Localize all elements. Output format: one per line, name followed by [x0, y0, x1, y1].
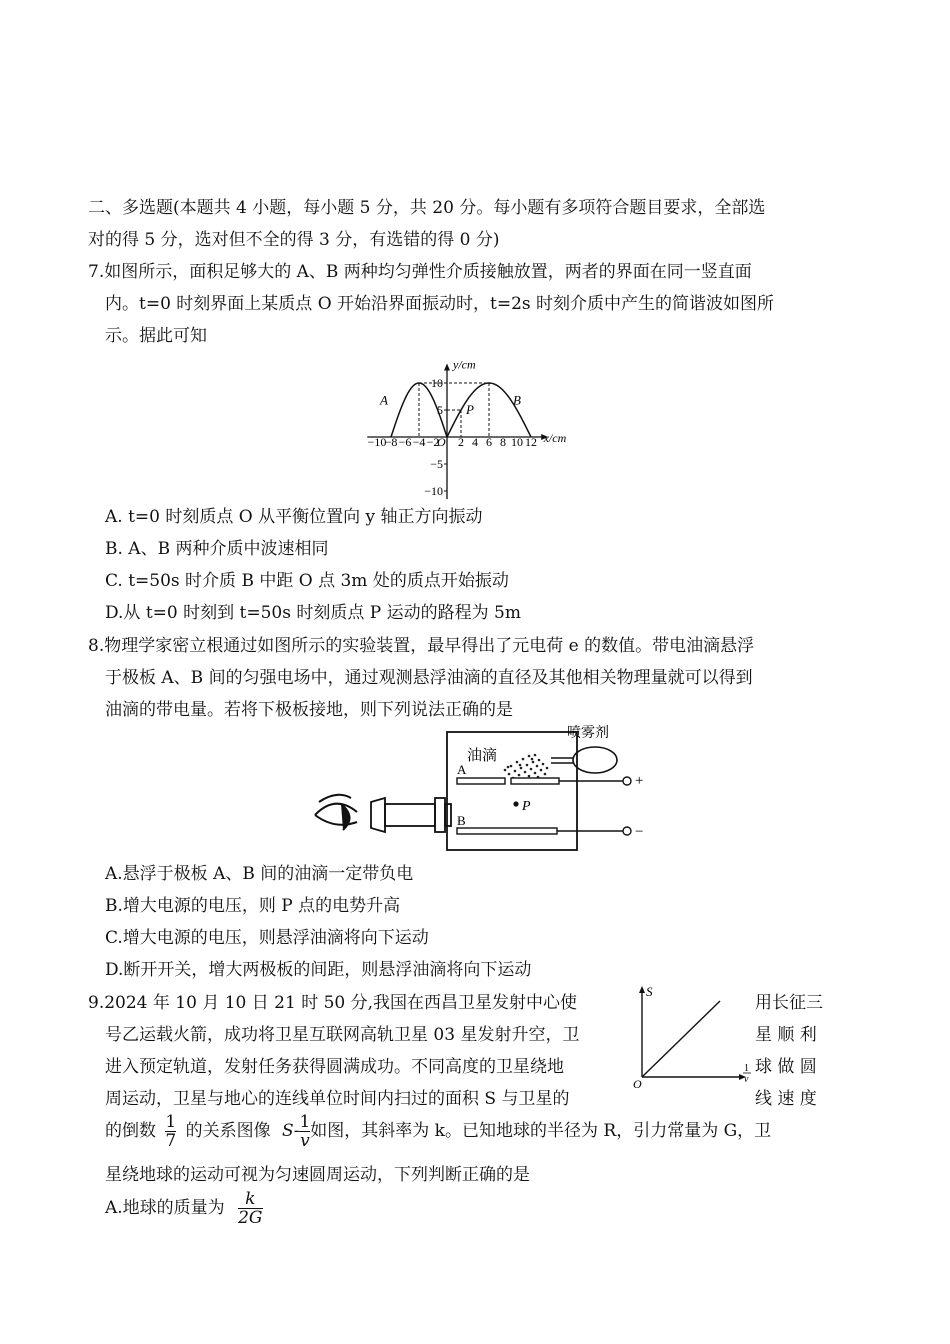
y-axis-arrow: [444, 364, 450, 371]
q8-option-d: D.断开开关，增大两极板的间距，则悬浮油滴将向下运动: [105, 960, 532, 980]
x-tick-label: 4: [472, 435, 478, 449]
annotation-P: P: [466, 402, 474, 417]
q9-option-a-text: A.地球的质量为: [105, 1198, 225, 1218]
plate-a-right: [511, 778, 559, 784]
q9-line-1-left: 9.2024 年 10 月 10 日 21 时 50 分,我国在西昌卫星发射中心使: [88, 993, 578, 1013]
eye-icon: [315, 795, 357, 830]
q9-dash: -: [293, 1121, 300, 1141]
point-p-label: P: [522, 799, 531, 814]
q9-line-6: 星绕地球的运动可视为匀速圆周运动，下列判断正确的是: [105, 1165, 530, 1185]
q9-option-a: [105, 1188, 263, 1228]
q9-inv-v-den: v: [300, 1131, 310, 1151]
x-tick-label: 12: [525, 435, 537, 449]
x-tick-label: O: [437, 435, 446, 449]
x-axis-label: x/cm: [543, 431, 567, 445]
sprayer-icon: [551, 747, 617, 773]
plate-a-label: A: [457, 762, 467, 777]
s-axis-label: S: [646, 984, 653, 999]
annotation-B: B: [513, 392, 521, 408]
plate-b: [457, 828, 557, 834]
q9-line-5: [105, 1113, 771, 1149]
q7-stem-line-1: 7.如图所示，面积足够大的 A、B 两种均匀弹性介质接触放置，两者的界面在同一竖直面: [88, 262, 752, 282]
q7-option-a: A. t=0 时刻质点 O 从平衡位置向 y 轴正方向振动: [105, 507, 483, 527]
x-tick-label: 10: [511, 435, 523, 449]
y-tick-label: 5: [437, 403, 443, 417]
q9-line-2-right: 星 顺 利: [755, 1025, 817, 1045]
q9-option-a-fraction: [238, 1190, 262, 1227]
q8-stem-line-2: 于极板 A、B 间的匀强电场中，通过观测悬浮油滴的直径及其他相关物理量就可以得到: [105, 668, 753, 688]
x-tick-label: −8: [384, 435, 398, 449]
q9-line-5-post: 如图，其斜率为 k。已知地球的半径为 R，引力常量为 G，卫: [310, 1121, 772, 1141]
millikan-apparatus-figure: [305, 722, 675, 857]
q7-option-c: C. t=50s 时介质 B 中距 O 点 3m 处的质点开始振动: [105, 571, 509, 591]
x-tick-label: −6: [398, 435, 412, 449]
negative-terminal: [623, 827, 631, 835]
y-tick-label: 10: [431, 376, 443, 390]
point-p-dot: [513, 801, 518, 806]
q9-s-symbol: S: [282, 1121, 294, 1141]
q8-option-c: C.增大电源的电压，则悬浮油滴将向下运动: [105, 928, 429, 948]
plate-a: [457, 778, 505, 784]
q9-line-1-right: 用长征三: [755, 993, 823, 1013]
q9-fraction-den: 7: [165, 1131, 177, 1151]
q9-fraction-num: 1: [165, 1112, 177, 1132]
q9-line-3-right: 球 做 圆: [755, 1057, 817, 1077]
q9-line-5-mid: 的关系图像: [185, 1121, 271, 1141]
x-tick-label: 6: [486, 435, 492, 449]
y-tick-label: −5: [430, 457, 443, 471]
x-tick-label: −10: [367, 435, 387, 449]
x-tick-label: 8: [500, 435, 506, 449]
x-tick-label: −4: [412, 435, 426, 449]
wave-chart: [325, 345, 635, 498]
q9-option-a-num: k: [245, 1189, 256, 1209]
microscope-icon: [371, 798, 451, 832]
q9-inverse-fraction: [165, 1113, 176, 1150]
q9-option-a-den: 2G: [238, 1208, 263, 1228]
q9-line-4-right: 线 速 度: [755, 1089, 817, 1109]
q9-line-3-left: 进入预定轨道，发射任务获得圆满成功。不同高度的卫星绕地: [105, 1057, 564, 1077]
graph-origin-label: O: [633, 1077, 642, 1091]
q9-inv-v-num: 1: [299, 1112, 311, 1132]
q8-stem-line-1: 8.物理学家密立根通过如图所示的实验装置，最早得出了元电荷 e 的数值。带电油滴悬浮: [88, 636, 755, 656]
q9-inv-v-fraction: [299, 1113, 310, 1150]
section-title-line-1: 二、多选题(本题共 4 小题，每小题 5 分，共 20 分。每小题有多项符合题目要求，全部选: [88, 198, 766, 218]
q9-line-4-left: 周运动，卫星与地心的连线单位时间内扫过的面积 S 与卫星的: [105, 1089, 570, 1109]
q7-stem-line-2: 内。t=0 时刻界面上某质点 O 开始沿界面振动时，t=2s 时刻介质中产生的简谐波如图所: [105, 294, 775, 314]
sprayer-label: 喷雾剂: [567, 726, 609, 741]
positive-sign: +: [635, 773, 644, 789]
s-v-line: [642, 1001, 720, 1077]
plate-b-label: B: [457, 813, 466, 828]
q8-option-b: B.增大电源的电压，则 P 点的电势升高: [105, 896, 401, 916]
inv-v-axis-num: 1: [744, 1063, 749, 1074]
inv-v-axis-den: v: [744, 1074, 749, 1085]
x-tick-label: −2: [426, 435, 440, 449]
y-tick-label: −10: [424, 484, 443, 498]
section-title-line-2: 对的得 5 分，选对但不全的得 3 分，有选错的得 0 分): [88, 230, 500, 250]
s-v-graph: [630, 985, 755, 1090]
q8-option-a: A.悬浮于极板 A、B 间的油滴一定带负电: [105, 864, 414, 884]
positive-terminal: [623, 777, 631, 785]
negative-sign: −: [635, 824, 644, 840]
q7-option-d: D.从 t=0 时刻到 t=50s 时刻质点 P 运动的路程为 5m: [105, 603, 521, 623]
q8-stem-line-3: 油滴的带电量。若将下极板接地，则下列说法正确的是: [105, 700, 513, 720]
annotation-A: A: [380, 392, 388, 408]
x-tick-label: 2: [458, 435, 464, 449]
q7-stem-line-3: 示。据此可知: [105, 326, 207, 346]
q9-line-2-left: 号乙运载火箭，成功将卫星互联网高轨卫星 03 星发射升空，卫: [105, 1025, 580, 1045]
q9-line-5-pre: 的倒数: [105, 1121, 156, 1141]
q7-option-b: B. A、B 两种介质中波速相同: [105, 539, 329, 559]
y-axis-label: y/cm: [453, 357, 476, 372]
oil-drop-label: 油滴: [467, 748, 498, 764]
